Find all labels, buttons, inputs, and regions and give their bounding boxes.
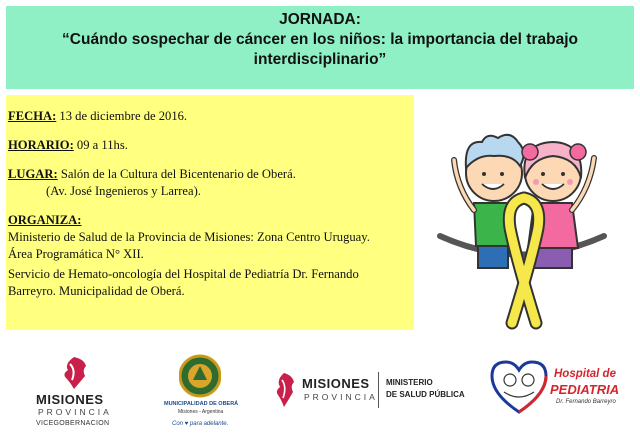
ministry-line-1: MINISTERIO [386,378,433,387]
organizer-line-4: Barreyro. Municipalidad de Oberá. [8,284,185,298]
municipality-title: MUNICIPALIDAD DE OBERÁ [164,401,239,407]
place-address: (Av. José Ingenieros y Larrea). [46,184,201,198]
title-line-3: interdisciplinario” [253,51,387,68]
place-value: Salón de la Cultura del Bicentenario de Oberá. [57,167,296,181]
ministry-line-2: DE SALUD PÚBLICA [386,390,465,399]
heart-children-icon [488,358,550,416]
logo-hospital-pediatria [488,354,628,426]
municipality-subtitle: Misiones - Argentina [178,409,224,415]
organizer-line-2: Área Programática N° XII. [8,247,144,261]
title-line-2: “Cuándo sospechar de cáncer en los niños: la importancia del trabajo [62,31,578,48]
organizer-line-1: Ministerio de Salud de la Provincia de Misiones: Zona Centro Uruguay. [8,230,370,244]
vicegobernacion-caption: VICEGOBERNACION [36,420,110,427]
organizer-label: ORGANIZA: [8,213,82,227]
time-label: HORARIO: [8,138,74,152]
misiones-title: MISIONES [302,376,370,391]
logo-ministerio-salud [272,368,468,418]
date-label: FECHA: [8,109,57,123]
logo-divider [378,372,379,408]
hospital-line-3: Dr. Fernando Barreyro [556,399,616,405]
children-ribbon-illustration [432,118,612,330]
sponsor-logos [0,348,640,442]
organizer-line-3: Servicio de Hemato-oncología del Hospital de Pediatría Dr. Fernando [8,267,359,281]
organizer-row [8,212,414,229]
misiones-map-icon [274,372,296,408]
event-title-banner [6,6,634,89]
boy-head-icon [466,135,524,201]
misiones-title: MISIONES [36,392,104,407]
girl-head-icon [522,142,586,201]
time-value: 09 a 11hs. [73,138,128,152]
hospital-line-1: Hospital de [554,368,616,380]
place-row [8,166,414,183]
misiones-subtitle: PROVINCIA [38,407,112,417]
hospital-line-2: PEDIATRIA [550,382,620,397]
misiones-subtitle: PROVINCIA [304,392,378,402]
logo-municipalidad-obera [160,354,240,436]
misiones-map-icon [60,356,90,390]
municipality-slogan: Con ♥ para adelante. [172,421,229,427]
municipal-seal-icon [179,354,221,398]
time-row [8,137,414,154]
date-row [8,108,414,125]
date-value: 13 de diciembre de 2016. [56,109,188,123]
awareness-ribbon-icon [509,198,538,323]
event-info-panel [6,95,414,330]
logo-misiones-vicegobernacion [36,356,116,432]
title-line-1: JORNADA: [279,11,361,28]
place-label: LUGAR: [8,167,58,181]
